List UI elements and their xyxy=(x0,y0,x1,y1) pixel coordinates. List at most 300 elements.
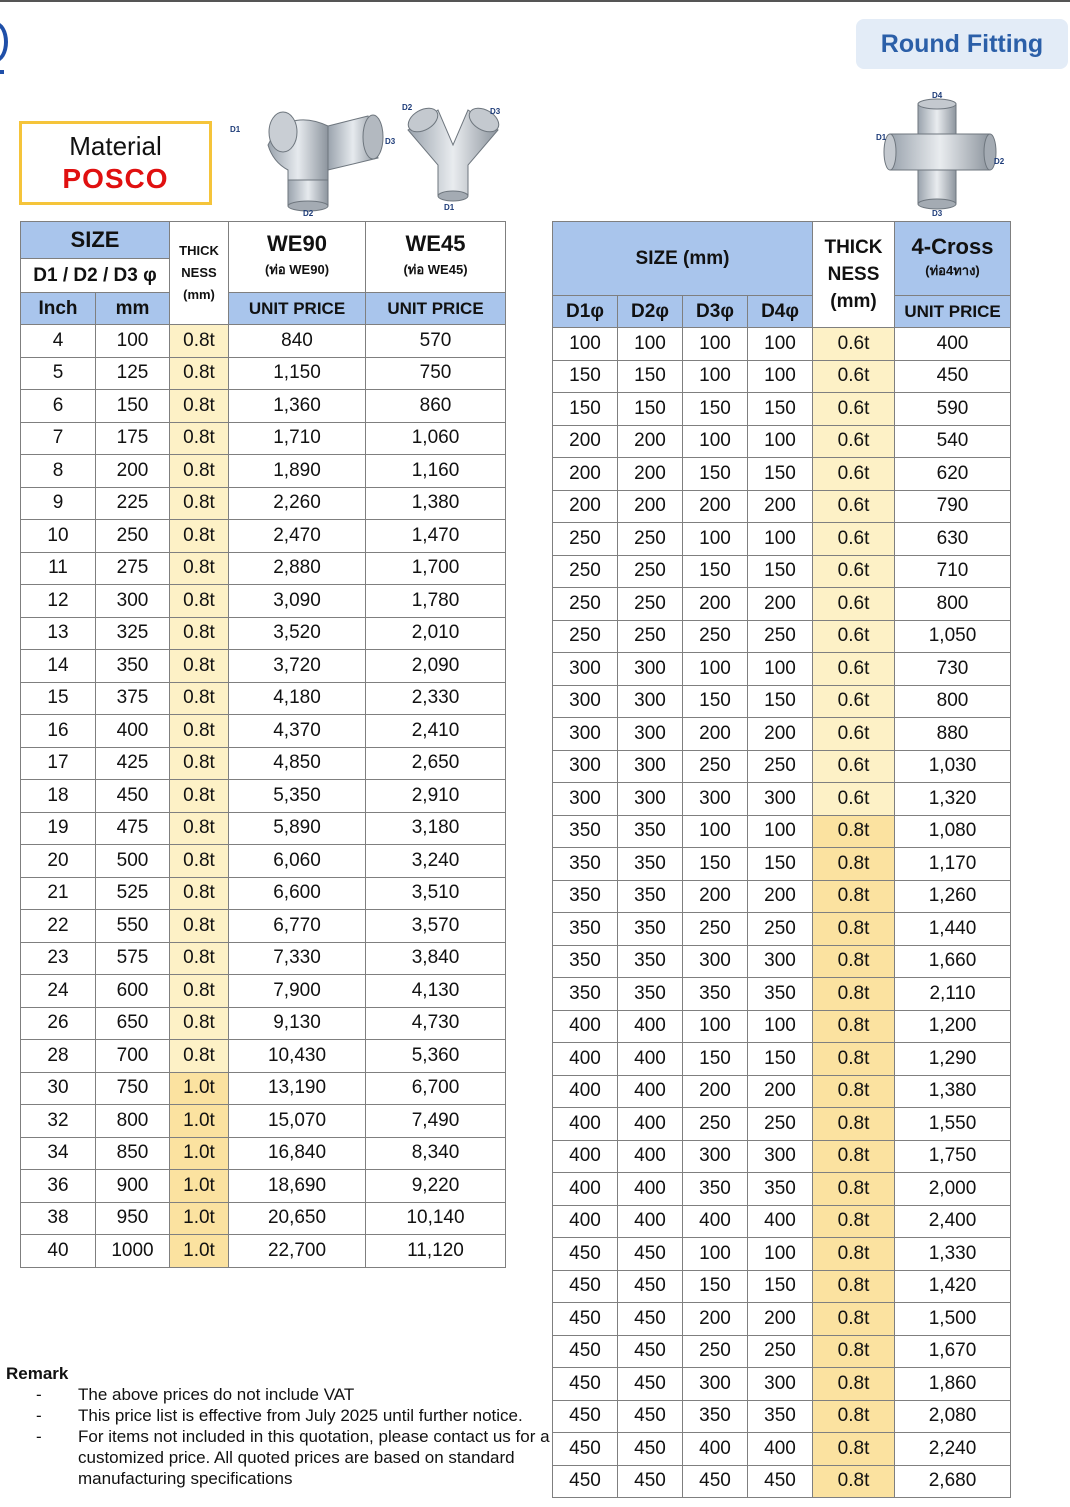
d4-cell: 250 xyxy=(748,1108,813,1141)
table-row xyxy=(21,780,506,813)
we90-price-cell: 4,850 xyxy=(229,747,366,780)
d4-cell: 200 xyxy=(748,588,813,621)
cross-price-cell: 800 xyxy=(895,685,1011,718)
thickness-cell: 0.6t xyxy=(813,393,895,426)
d3-cell: 250 xyxy=(683,913,748,946)
inch-cell: 10 xyxy=(21,520,96,553)
inch-cell: 22 xyxy=(21,910,96,943)
mm-cell: 650 xyxy=(96,1007,170,1040)
d4-cell: 200 xyxy=(748,1303,813,1336)
d3-cell: 300 xyxy=(683,1140,748,1173)
thickness-cell: 0.6t xyxy=(813,718,895,751)
we90-header xyxy=(229,222,366,293)
mm-cell: 400 xyxy=(96,715,170,748)
inch-cell: 40 xyxy=(21,1235,96,1268)
thickness-cell: 0.8t xyxy=(170,747,229,780)
thickness-header: THICK NESS (mm) xyxy=(170,222,229,325)
mm-cell: 200 xyxy=(96,455,170,488)
mm-cell: 325 xyxy=(96,617,170,650)
d2-cell: 450 xyxy=(618,1368,683,1401)
we45-subtitle: (ท่อ WE45) xyxy=(403,262,468,277)
inch-cell: 7 xyxy=(21,422,96,455)
d1-cell: 300 xyxy=(553,653,618,686)
inch-cell: 38 xyxy=(21,1202,96,1235)
mm-cell: 525 xyxy=(96,877,170,910)
d2-cell: 400 xyxy=(618,1010,683,1043)
table-row xyxy=(21,422,506,455)
thickness-cell: 0.6t xyxy=(813,328,895,361)
we90-price-cell: 1,710 xyxy=(229,422,366,455)
mm-cell: 575 xyxy=(96,942,170,975)
mm-cell: 900 xyxy=(96,1170,170,1203)
d2-cell: 200 xyxy=(618,425,683,458)
d3-cell: 150 xyxy=(683,393,748,426)
remark-title: Remark xyxy=(6,1364,69,1383)
d4-cell: 100 xyxy=(748,1238,813,1271)
d1-cell: 400 xyxy=(553,1173,618,1206)
thickness-cell: 0.8t xyxy=(170,422,229,455)
we45-price-cell: 2,650 xyxy=(366,747,506,780)
table-row xyxy=(553,1335,1011,1368)
d2-cell: 450 xyxy=(618,1433,683,1466)
inch-cell: 14 xyxy=(21,650,96,683)
table-row xyxy=(553,393,1011,426)
logo-icon xyxy=(0,22,8,62)
d3-cell: 150 xyxy=(683,848,748,881)
d4-cell: 150 xyxy=(748,393,813,426)
thickness-cell: 0.8t xyxy=(813,1173,895,1206)
table-row xyxy=(553,718,1011,751)
we45-d3-label: D3 xyxy=(490,107,501,116)
mm-cell: 150 xyxy=(96,390,170,423)
d2-cell: 400 xyxy=(618,1075,683,1108)
thickness-cell: 1.0t xyxy=(170,1202,229,1235)
mm-cell: 350 xyxy=(96,650,170,683)
we45-d2-label: D2 xyxy=(402,103,413,112)
cross-price-cell: 1,380 xyxy=(895,1075,1011,1108)
mm-cell: 450 xyxy=(96,780,170,813)
d1-cell: 450 xyxy=(553,1303,618,1336)
d1-cell: 250 xyxy=(553,588,618,621)
we90-price-cell: 1,360 xyxy=(229,390,366,423)
cross-price-cell: 1,290 xyxy=(895,1043,1011,1076)
we45-price-cell: 860 xyxy=(366,390,506,423)
thickness-cell: 0.8t xyxy=(170,715,229,748)
we90-unit-price-header: UNIT PRICE xyxy=(229,293,366,325)
we90-price-cell: 16,840 xyxy=(229,1137,366,1170)
cross-price-cell: 2,080 xyxy=(895,1400,1011,1433)
d1-cell: 300 xyxy=(553,685,618,718)
d3-cell: 350 xyxy=(683,978,748,1011)
remark-item: - This price list is effective from July 2025 until further notice. xyxy=(36,1406,523,1425)
d4-cell: 100 xyxy=(748,360,813,393)
d1-cell: 250 xyxy=(553,555,618,588)
thickness-cell: 0.6t xyxy=(813,425,895,458)
d4-cell: 200 xyxy=(748,718,813,751)
table-row xyxy=(553,1205,1011,1238)
table-row xyxy=(21,877,506,910)
mm-cell: 500 xyxy=(96,845,170,878)
table-row xyxy=(553,978,1011,1011)
cross-subtitle: (ท่อ4ทาง) xyxy=(925,262,980,278)
thickness-cell: 0.8t xyxy=(813,1303,895,1336)
d1-cell: 300 xyxy=(553,718,618,751)
cross-price-cell: 800 xyxy=(895,588,1011,621)
thickness-cell: 0.6t xyxy=(813,360,895,393)
mm-cell: 950 xyxy=(96,1202,170,1235)
table-row xyxy=(553,490,1011,523)
thickness-cell: 0.6t xyxy=(813,685,895,718)
we90-price-cell: 2,880 xyxy=(229,552,366,585)
mm-cell: 300 xyxy=(96,585,170,618)
thickness-cell: 0.8t xyxy=(813,1335,895,1368)
cross-price-cell: 1,420 xyxy=(895,1270,1011,1303)
d2-cell: 450 xyxy=(618,1465,683,1498)
d1-cell: 350 xyxy=(553,815,618,848)
we45-price-cell: 2,330 xyxy=(366,682,506,715)
inch-cell: 4 xyxy=(21,325,96,358)
inch-cell: 11 xyxy=(21,552,96,585)
cross-price-cell: 2,680 xyxy=(895,1465,1011,1498)
d3-cell: 250 xyxy=(683,750,748,783)
d3-cell: 150 xyxy=(683,685,748,718)
d4-cell: 200 xyxy=(748,490,813,523)
mm-cell: 100 xyxy=(96,325,170,358)
inch-cell: 15 xyxy=(21,682,96,715)
cross-price-cell: 630 xyxy=(895,523,1011,556)
table-row xyxy=(553,750,1011,783)
table-row xyxy=(553,1173,1011,1206)
d3-header: D3φ xyxy=(683,296,748,328)
table-row xyxy=(21,455,506,488)
cross-price-cell: 1,500 xyxy=(895,1303,1011,1336)
cross-price-cell: 1,440 xyxy=(895,913,1011,946)
cross-price-cell: 450 xyxy=(895,360,1011,393)
table-row xyxy=(553,1270,1011,1303)
d4-header: D4φ xyxy=(748,296,813,328)
cross-price-cell: 1,670 xyxy=(895,1335,1011,1368)
d4-cell: 100 xyxy=(748,328,813,361)
d1-cell: 400 xyxy=(553,1205,618,1238)
table-row xyxy=(553,1010,1011,1043)
cross-price-cell: 790 xyxy=(895,490,1011,523)
d3-cell: 100 xyxy=(683,1010,748,1043)
we90-fitting-image xyxy=(228,100,396,220)
d2-cell: 300 xyxy=(618,653,683,686)
d2-cell: 150 xyxy=(618,393,683,426)
table-row xyxy=(553,1400,1011,1433)
d3-cell: 100 xyxy=(683,653,748,686)
mm-cell: 425 xyxy=(96,747,170,780)
d3-cell: 200 xyxy=(683,490,748,523)
d2-cell: 350 xyxy=(618,815,683,848)
mm-cell: 175 xyxy=(96,422,170,455)
table-row xyxy=(21,390,506,423)
d4-cell: 150 xyxy=(748,458,813,491)
thickness-cell: 1.0t xyxy=(170,1235,229,1268)
thickness-cell: 0.8t xyxy=(170,650,229,683)
thickness-cell: 0.8t xyxy=(170,910,229,943)
d3-cell: 200 xyxy=(683,588,748,621)
thickness-cell: 0.6t xyxy=(813,458,895,491)
we90-price-cell: 3,520 xyxy=(229,617,366,650)
thickness-cell: 0.8t xyxy=(170,682,229,715)
thickness-cell: 0.8t xyxy=(170,942,229,975)
we45-price-cell: 2,910 xyxy=(366,780,506,813)
thickness-cell: 0.6t xyxy=(813,653,895,686)
we45-fitting-image xyxy=(398,100,508,215)
thickness-cell: 0.8t xyxy=(170,552,229,585)
dimension-header: D1 / D2 / D3 φ xyxy=(21,259,170,293)
d3-cell: 100 xyxy=(683,425,748,458)
d4-cell: 150 xyxy=(748,555,813,588)
table-row xyxy=(553,328,1011,361)
thickness-cell: 0.8t xyxy=(170,780,229,813)
d1-cell: 450 xyxy=(553,1433,618,1466)
d1-cell: 400 xyxy=(553,1140,618,1173)
d1-cell: 350 xyxy=(553,880,618,913)
d2-cell: 200 xyxy=(618,490,683,523)
table-row xyxy=(553,588,1011,621)
we45-price-cell: 1,700 xyxy=(366,552,506,585)
we90-title: WE90 xyxy=(267,231,327,256)
we90-price-cell: 6,770 xyxy=(229,910,366,943)
d3-cell: 250 xyxy=(683,1335,748,1368)
we90-price-cell: 5,890 xyxy=(229,812,366,845)
d4-cell: 100 xyxy=(748,523,813,556)
d1-cell: 300 xyxy=(553,783,618,816)
table-row xyxy=(21,487,506,520)
d3-cell: 250 xyxy=(683,620,748,653)
table-row xyxy=(21,1235,506,1268)
we90-price-cell: 9,130 xyxy=(229,1007,366,1040)
we90-price-cell: 1,890 xyxy=(229,455,366,488)
mm-header: mm xyxy=(96,293,170,325)
mm-cell: 250 xyxy=(96,520,170,553)
material-value: POSCO xyxy=(62,163,169,194)
top-rule xyxy=(0,0,1070,2)
d2-cell: 250 xyxy=(618,588,683,621)
inch-cell: 19 xyxy=(21,812,96,845)
table-row xyxy=(21,325,506,358)
table-row xyxy=(21,1105,506,1138)
thickness-cell: 0.8t xyxy=(813,1465,895,1498)
table-row xyxy=(553,1433,1011,1466)
d4-cell: 100 xyxy=(748,425,813,458)
d3-cell: 250 xyxy=(683,1108,748,1141)
we45-price-cell: 2,010 xyxy=(366,617,506,650)
table-row xyxy=(21,1170,506,1203)
d4-cell: 300 xyxy=(748,1140,813,1173)
we45-price-cell: 11,120 xyxy=(366,1235,506,1268)
d2-cell: 200 xyxy=(618,458,683,491)
d1-cell: 350 xyxy=(553,913,618,946)
inch-cell: 21 xyxy=(21,877,96,910)
we45-price-cell: 2,090 xyxy=(366,650,506,683)
thickness-cell: 0.8t xyxy=(813,1433,895,1466)
we-price-table xyxy=(20,221,506,1268)
thickness-cell: 0.8t xyxy=(170,975,229,1008)
thickness-cell: 0.8t xyxy=(170,617,229,650)
we45-unit-price-header: UNIT PRICE xyxy=(366,293,506,325)
d3-cell: 450 xyxy=(683,1465,748,1498)
d2-cell: 400 xyxy=(618,1173,683,1206)
d3-cell: 150 xyxy=(683,458,748,491)
d1-cell: 450 xyxy=(553,1368,618,1401)
we45-price-cell: 7,490 xyxy=(366,1105,506,1138)
remark-text: For items not included in this quotation, please contact us for a customized price. All quoted prices are based on standard manufacturing specifications xyxy=(78,1427,550,1488)
d4-cell: 300 xyxy=(748,945,813,978)
d3-cell: 200 xyxy=(683,718,748,751)
we90-price-cell: 18,690 xyxy=(229,1170,366,1203)
thickness-cell: 0.8t xyxy=(813,848,895,881)
we90-price-cell: 3,720 xyxy=(229,650,366,683)
d3-cell: 100 xyxy=(683,328,748,361)
d1-cell: 450 xyxy=(553,1238,618,1271)
d1-cell: 450 xyxy=(553,1270,618,1303)
table-row xyxy=(553,1108,1011,1141)
mm-cell: 225 xyxy=(96,487,170,520)
d2-cell: 300 xyxy=(618,718,683,751)
table-row xyxy=(553,555,1011,588)
d2-cell: 450 xyxy=(618,1335,683,1368)
thickness-cell: 1.0t xyxy=(170,1105,229,1138)
thickness-cell: 0.6t xyxy=(813,783,895,816)
cross-price-cell: 2,110 xyxy=(895,978,1011,1011)
inch-cell: 17 xyxy=(21,747,96,780)
inch-cell: 18 xyxy=(21,780,96,813)
thickness-cell: 0.8t xyxy=(813,1140,895,1173)
cross-d4-label: D4 xyxy=(932,91,943,100)
d2-cell: 400 xyxy=(618,1108,683,1141)
we45-price-cell: 9,220 xyxy=(366,1170,506,1203)
d4-cell: 250 xyxy=(748,1335,813,1368)
inch-cell: 26 xyxy=(21,1007,96,1040)
remark-item: - The above prices do not include VAT xyxy=(36,1385,355,1404)
we90-subtitle: (ท่อ WE90) xyxy=(264,262,330,277)
cross-price-cell: 540 xyxy=(895,425,1011,458)
d2-cell: 250 xyxy=(618,555,683,588)
we90-price-cell: 2,470 xyxy=(229,520,366,553)
d1-header: D1φ xyxy=(553,296,618,328)
thickness-cell: 0.8t xyxy=(813,1010,895,1043)
d2-cell: 450 xyxy=(618,1238,683,1271)
table-row xyxy=(21,1072,506,1105)
material-label: Material xyxy=(69,131,162,161)
thickness-cell: 0.8t xyxy=(813,1075,895,1108)
d2-cell: 450 xyxy=(618,1270,683,1303)
remark-text: The above prices do not include VAT xyxy=(78,1385,355,1404)
thickness-cell: 1.0t xyxy=(170,1137,229,1170)
thickness-cell: 0.8t xyxy=(170,487,229,520)
mm-cell: 1000 xyxy=(96,1235,170,1268)
material-box xyxy=(19,121,212,205)
d2-header: D2φ xyxy=(618,296,683,328)
thickness-cell: 0.8t xyxy=(170,325,229,358)
d4-cell: 100 xyxy=(748,815,813,848)
d3-cell: 200 xyxy=(683,880,748,913)
we90-price-cell: 2,260 xyxy=(229,487,366,520)
size-header: SIZE xyxy=(21,222,170,259)
table-row xyxy=(553,1238,1011,1271)
d4-cell: 350 xyxy=(748,978,813,1011)
we90-price-cell: 7,900 xyxy=(229,975,366,1008)
mm-cell: 125 xyxy=(96,357,170,390)
d1-cell: 400 xyxy=(553,1075,618,1108)
table-row xyxy=(553,1368,1011,1401)
d4-cell: 400 xyxy=(748,1433,813,1466)
d1-cell: 250 xyxy=(553,523,618,556)
we45-price-cell: 1,160 xyxy=(366,455,506,488)
we90-d2-label: D2 xyxy=(303,209,314,218)
d4-cell: 300 xyxy=(748,1368,813,1401)
inch-header: Inch xyxy=(21,293,96,325)
we45-price-cell: 8,340 xyxy=(366,1137,506,1170)
inch-cell: 16 xyxy=(21,715,96,748)
thickness-cell: 0.6t xyxy=(813,490,895,523)
thickness-cell: 0.8t xyxy=(813,1108,895,1141)
we45-price-cell: 5,360 xyxy=(366,1040,506,1073)
d1-cell: 200 xyxy=(553,425,618,458)
cross-price-cell: 730 xyxy=(895,653,1011,686)
we45-price-cell: 3,180 xyxy=(366,812,506,845)
d4-cell: 100 xyxy=(748,1010,813,1043)
table-row xyxy=(553,458,1011,491)
d2-cell: 350 xyxy=(618,978,683,1011)
d2-cell: 400 xyxy=(618,1140,683,1173)
d4-cell: 150 xyxy=(748,685,813,718)
table-row xyxy=(553,1465,1011,1498)
table-row xyxy=(21,1202,506,1235)
we90-d3-label: D3 xyxy=(385,137,396,146)
d1-cell: 300 xyxy=(553,750,618,783)
cross-price-table xyxy=(552,221,1011,1498)
we90-price-cell: 6,600 xyxy=(229,877,366,910)
d3-cell: 150 xyxy=(683,1043,748,1076)
we45-price-cell: 1,780 xyxy=(366,585,506,618)
d4-cell: 250 xyxy=(748,620,813,653)
mm-cell: 600 xyxy=(96,975,170,1008)
table-row xyxy=(21,747,506,780)
d2-cell: 450 xyxy=(618,1400,683,1433)
we90-price-cell: 20,650 xyxy=(229,1202,366,1235)
table-row xyxy=(553,685,1011,718)
d1-cell: 100 xyxy=(553,328,618,361)
d3-cell: 100 xyxy=(683,360,748,393)
thickness-cell: 0.6t xyxy=(813,750,895,783)
thickness-cell: 0.8t xyxy=(813,815,895,848)
table-row xyxy=(21,520,506,553)
remark-text: This price list is effective from July 2025 until further notice. xyxy=(78,1406,523,1425)
we45-price-cell: 570 xyxy=(366,325,506,358)
thickness-cell: 0.8t xyxy=(813,1238,895,1271)
d2-cell: 350 xyxy=(618,880,683,913)
d4-cell: 150 xyxy=(748,1270,813,1303)
table-row xyxy=(553,783,1011,816)
d2-cell: 450 xyxy=(618,1303,683,1336)
d1-cell: 400 xyxy=(553,1010,618,1043)
thickness-cell: 1.0t xyxy=(170,1170,229,1203)
inch-cell: 34 xyxy=(21,1137,96,1170)
inch-cell: 5 xyxy=(21,357,96,390)
d3-cell: 150 xyxy=(683,555,748,588)
we90-price-cell: 13,190 xyxy=(229,1072,366,1105)
cross-price-cell: 2,000 xyxy=(895,1173,1011,1206)
we90-price-cell: 4,370 xyxy=(229,715,366,748)
d2-cell: 300 xyxy=(618,783,683,816)
thickness-cell: 0.8t xyxy=(813,1205,895,1238)
d2-cell: 250 xyxy=(618,523,683,556)
